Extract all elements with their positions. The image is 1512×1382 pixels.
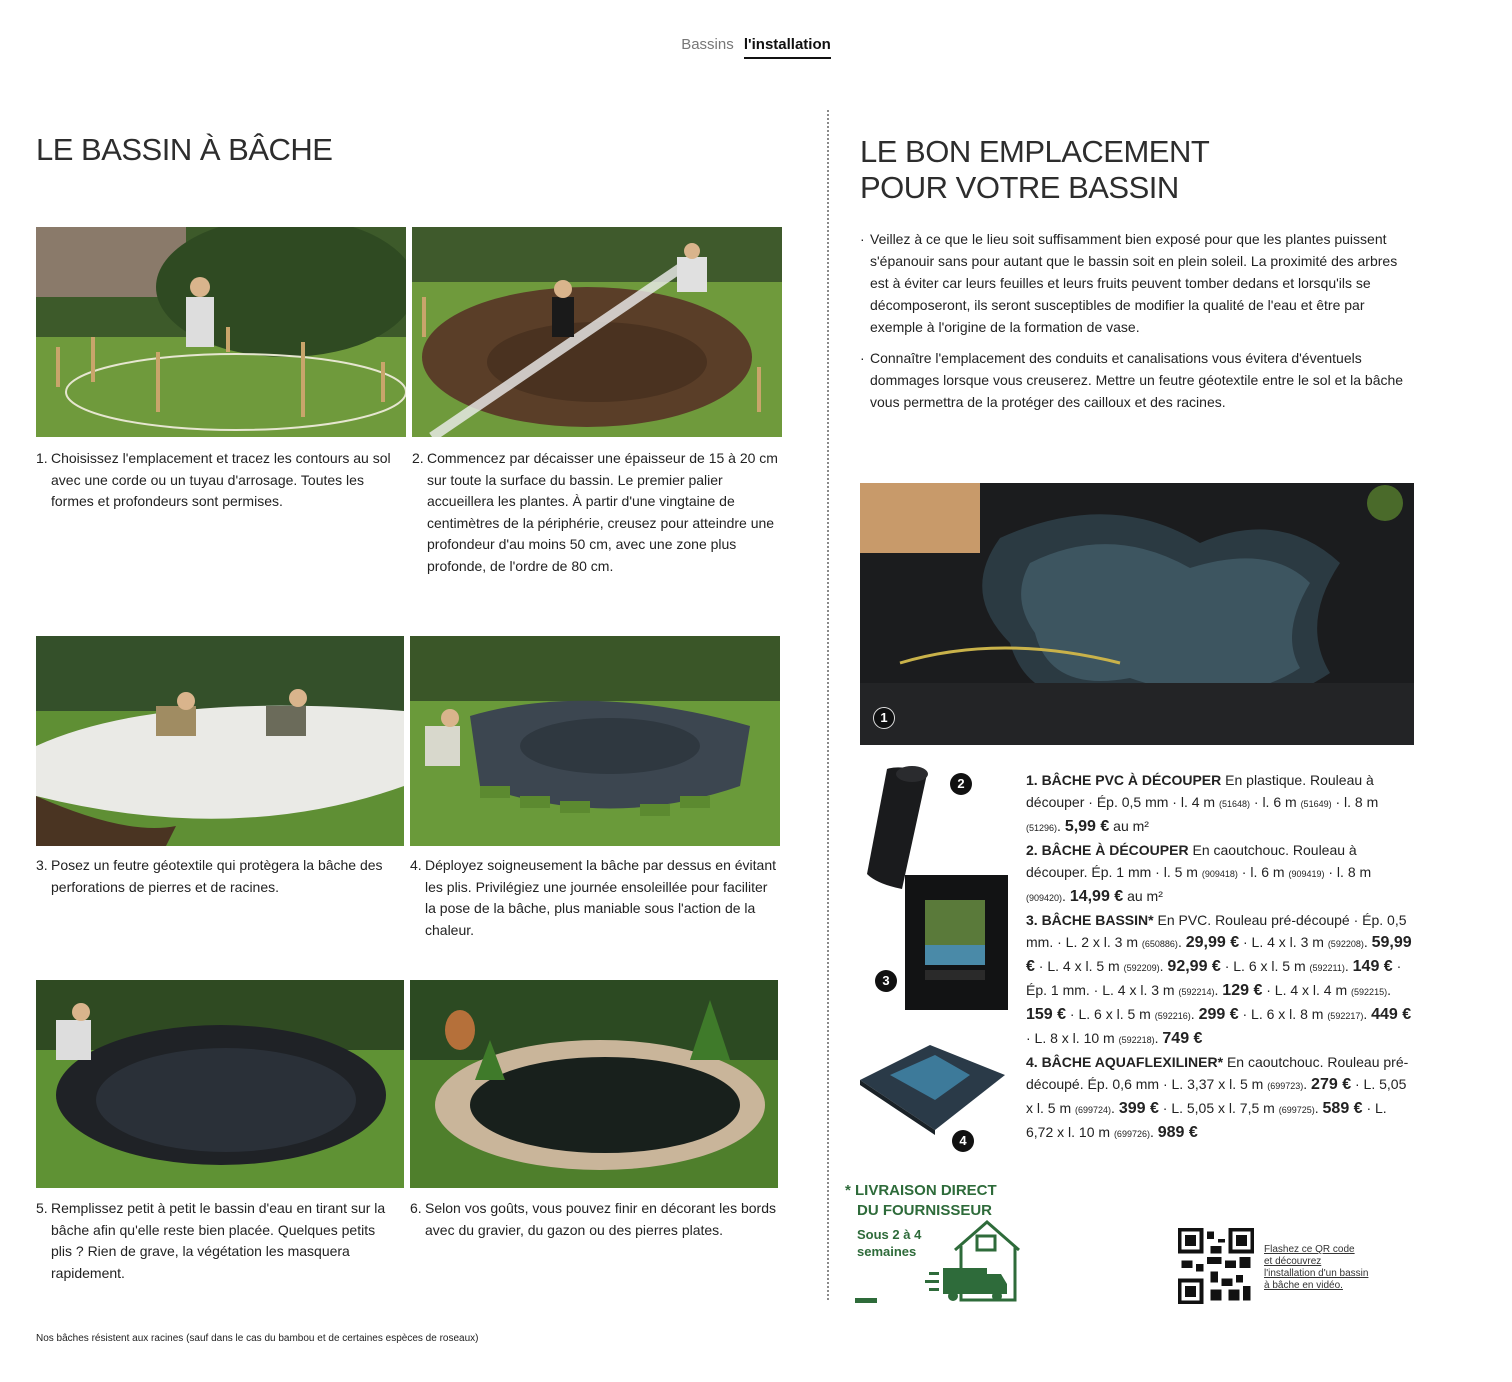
left-title: LE BASSIN À BÂCHE [36,132,333,167]
product-4-name: 4. BÂCHE AQUAFLEXILINER* [1026,1054,1224,1070]
product-1-price: 5,99 € [1064,818,1110,835]
right-title [860,134,1209,206]
step-number: 2. [412,450,424,466]
tip-text: Veillez à ce que le lieu soit suffisamment bien exposé pour que les plantes puissent s'épanouir sans pour autant que le bassin soit en plein soleil. La proximité des arbres est à éviter car leurs feuilles et leurs fruits peuvent tomber dedans et lorsqu'ils se décomposeront, ils seront susceptibles de modifier la qualité de l'eau et être par exemple à l'origine de la formation de vase. [870,231,1398,335]
step-number: 6. [410,1200,422,1216]
right-title-line2: POUR VOTRE BASSIN [860,170,1179,205]
badge-2: 2 [950,773,972,795]
tips-list [860,228,1412,422]
product-list [1026,769,1412,1145]
pond-liner-photo [860,483,1414,745]
product-2-name: 2. BÂCHE À DÉCOUPER [1026,842,1189,858]
step-1-caption [36,448,392,513]
step-6-photo [410,980,778,1188]
step-5-caption [36,1198,392,1284]
product-2: 2. BÂCHE À DÉCOUPER En caoutchouc. Rouleau à découper. Ép. 1 mm · l. 5 m (909418) · l. 6 m (909419) · l. 8 m (909420). 14,99 € au m² [1026,842,1372,905]
breadcrumb-current: l'installation [744,36,831,59]
step-text: Choisissez l'emplacement et tracez les contours au sol avec une corde ou un tuyau d'arrosage. Toutes les formes et profondeurs sont permises. [51,450,391,509]
breadcrumb [0,36,1512,53]
step-number: 1. [36,450,48,466]
step-text: Posez un feutre géotextile qui protègera la bâche des perforations de pierres et de racines. [51,857,383,895]
qr-code[interactable] [1178,1228,1254,1304]
badge-3: 3 [875,970,897,992]
step-4-photo [410,636,780,846]
product-3: 3. BÂCHE BASSIN* En PVC. Rouleau pré-découpé · Ép. 0,5 mm. · L. 2 x l. 3 m (650886). 29,99 € · L. 4 x l. 3 m (592208). 59,99 € · L. 4 x l. 5 m (592209). 92,99 € · L. 6 x l. 5 m (592211). 149 € · Ép. 1 mm. · L. 4 x l. 3 m (592214). 129 € · L. 4 x l. 4 m (592215). 159 € · L. 6 x l. 5 m (592216). 299 € · L. 6 x l. 8 m (592217). 449 € · L. 8 x l. 10 m (592218). 749 € [1026,912,1412,1047]
tip-item: · Connaître l'emplacement des conduits et canalisations vous évitera d'éventuels dommages lorsque vous creuserez. Mettre un feutre géotextile entre le sol et la bâche vous permettra de la protéger des cailloux et des racines. [860,347,1412,413]
product-4: 4. BÂCHE AQUAFLEXILINER* En caoutchouc. Rouleau pré-découpé. Ép. 0,6 mm · L. 3,37 x l. 5 m (699723). 279 € · L. 5,05 x l. 5 m (699724). 399 € · L. 5,05 x l. 7,5 m (699725). 589 € · L. 6,72 x l. 10 m (699726). 989 € [1026,1054,1409,1141]
step-number: 5. [36,1200,48,1216]
delivery-title: * LIVRAISON DIRECT DU FOURNISSEUR [845,1182,997,1219]
product-1-name: 1. BÂCHE PVC À DÉCOUPER [1026,772,1222,788]
breadcrumb-section[interactable]: Bassins [681,36,734,53]
step-text: Déployez soigneusement la bâche par dessus en évitant les plis. Privilégiez une journée ensoleillée pour faciliter la pose de la bâche, plus maniable sous l'action de la chaleur. [425,857,776,938]
right-title-line1: LE BON EMPLACEMENT [860,134,1210,169]
product-2-price: 14,99 € [1069,888,1124,905]
step-5-photo [36,980,404,1188]
product-4-image [850,1040,1010,1135]
step-number: 3. [36,857,48,873]
tip-item: · Veillez à ce que le lieu soit suffisamment bien exposé pour que les plantes puissent s'épanouir sans pour autant que le bassin soit en plein soleil. La proximité des arbres est à éviter car leurs feuilles et leurs fruits peuvent tomber dedans et lorsqu'ils se décomposeront, ils seront susceptibles de modifier la qualité de l'eau et être par exemple à l'origine de la formation de vase. [860,228,1412,338]
footnote: Nos bâches résistent aux racines (sauf dans le cas du bambou et de certaines espèces de roseaux) [36,1333,479,1344]
qr-caption[interactable]: Flashez ce QR code et découvrez l'installation d'un bassin à bâche en vidéo. [1264,1244,1369,1291]
step-number: 4. [410,857,422,873]
step-text: Remplissez petit à petit le bassin d'eau en tirant sur la bâche afin qu'elle reste bien placée. Quelques petits plis ? Rien de grave, la végétation les masquera rapidement. [51,1200,386,1281]
product-1: 1. BÂCHE PVC À DÉCOUPER En plastique. Rouleau à découper · Ép. 0,5 mm · l. 4 m (51648) · l. 6 m (51649) · l. 8 m (51296). 5,99 € au m² [1026,772,1379,835]
step-4-caption [410,855,780,941]
step-1-photo [36,227,406,437]
step-2-photo [412,227,782,437]
badge-4: 4 [952,1130,974,1152]
step-3-caption [36,855,392,898]
delivery-delay: Sous 2 à 4 semaines [857,1227,922,1259]
step-text: Selon vos goûts, vous pouvez finir en décorant les bords avec du gravier, du gazon ou des pierres plates. [425,1200,776,1238]
step-6-caption [410,1198,778,1241]
step-2-caption [412,448,780,577]
step-3-photo [36,636,404,846]
column-divider [827,110,829,1300]
product-3-image [905,875,1008,1010]
step-text: Commencez par décaisser une épaisseur de 15 à 20 cm sur toute la surface du bassin. Le premier palier accueillera les plantes. À partir d'une vingtaine de centimètres de la périphérie, creusez pour atteindre une profondeur d'au moins 50 cm, avec une zone plus profonde, de l'ordre de 80 cm. [427,450,778,574]
product-2-image [857,764,937,892]
delivery-truck-house-icon [855,1210,1023,1306]
product-3-name: 3. BÂCHE BASSIN* [1026,912,1154,928]
tip-text: Connaître l'emplacement des conduits et canalisations vous évitera d'éventuels dommages lorsque vous creuserez. Mettre un feutre géotextile entre le sol et la bâche vous permettra de la protéger des cailloux et des racines. [870,350,1404,410]
badge-1: 1 [873,707,895,729]
